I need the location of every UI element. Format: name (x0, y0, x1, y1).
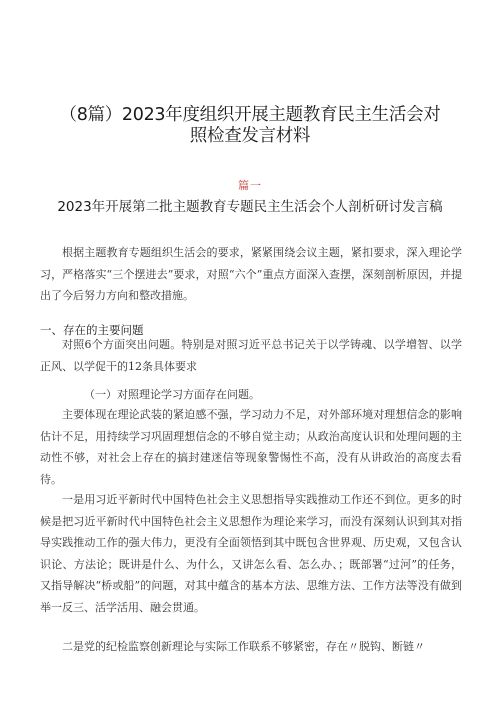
document-title-line1: （8篇）2023年度组织开展主题教育民主生活会对 (59, 105, 441, 125)
paragraph-problems-overview: 对照6个方面突出问题。特别是对照习近平总书记关于以学铸魂、以学增智、以学正风、以学促干的12条具体要求 (40, 338, 462, 373)
subheading-theory-study: （一）对照理论学习方面存在问题。 (84, 388, 260, 401)
paragraph-intro: 根据主题教育专题组织生活会的要求，紧紧围绕会议主题，紧扣要求，深入理论学习，严格落实“三个摆进去”要求，对照“六个”重点方面深入查摆，深刻剖析原因，并提出了今后努力方向和整改措施。 (40, 246, 462, 302)
paragraph-theory-issues: 主要体现在理论武装的紧迫感不强，学习动力不足，对外部环境对理想信念的影响估计不足，用持续学习巩固理想信念的不够自觉主动；从政治高度认识和处理问题的主动性不够，对社会上存在的搞封建迷信等现象警惕性不高，没有从讲政治的高度去看待。 (40, 408, 462, 486)
heading-main-problems: 一、存在的主要问题 (40, 323, 144, 337)
article-subtitle: 2023年开展第二批主题教育专题民主生活会个人剖析研讨发言稿 (57, 199, 443, 215)
document-title-line2: 照检查发言材料 (189, 126, 311, 146)
paragraph-point-two: 二是党的纪检监察创新理论与实际工作联系不够紧密，存在〃脱钩、断链〃 (62, 640, 425, 653)
section-label: 篇一 (238, 179, 262, 192)
paragraph-point-one: 一是用习近平新时代中国特色社会主义思想指导实践推动工作还不到位。更多的时候是把习近平新时代中国特色社会主义思想作为理论来学习，而没有深刻认识到其对指导实践推动工作的强大伟力，更没有全面领悟到其中既包含世界观、历史观，又包含认识论、方法论；既讲是什么、为什么，又讲怎么看、怎么办、；既部署“过河”的任务，又指导解决“桥或船”的问题，对其中蕴含的基本方法、思维方法、工作方法等没有做到举一反三、活学活用、融会贯通。 (40, 493, 462, 614)
